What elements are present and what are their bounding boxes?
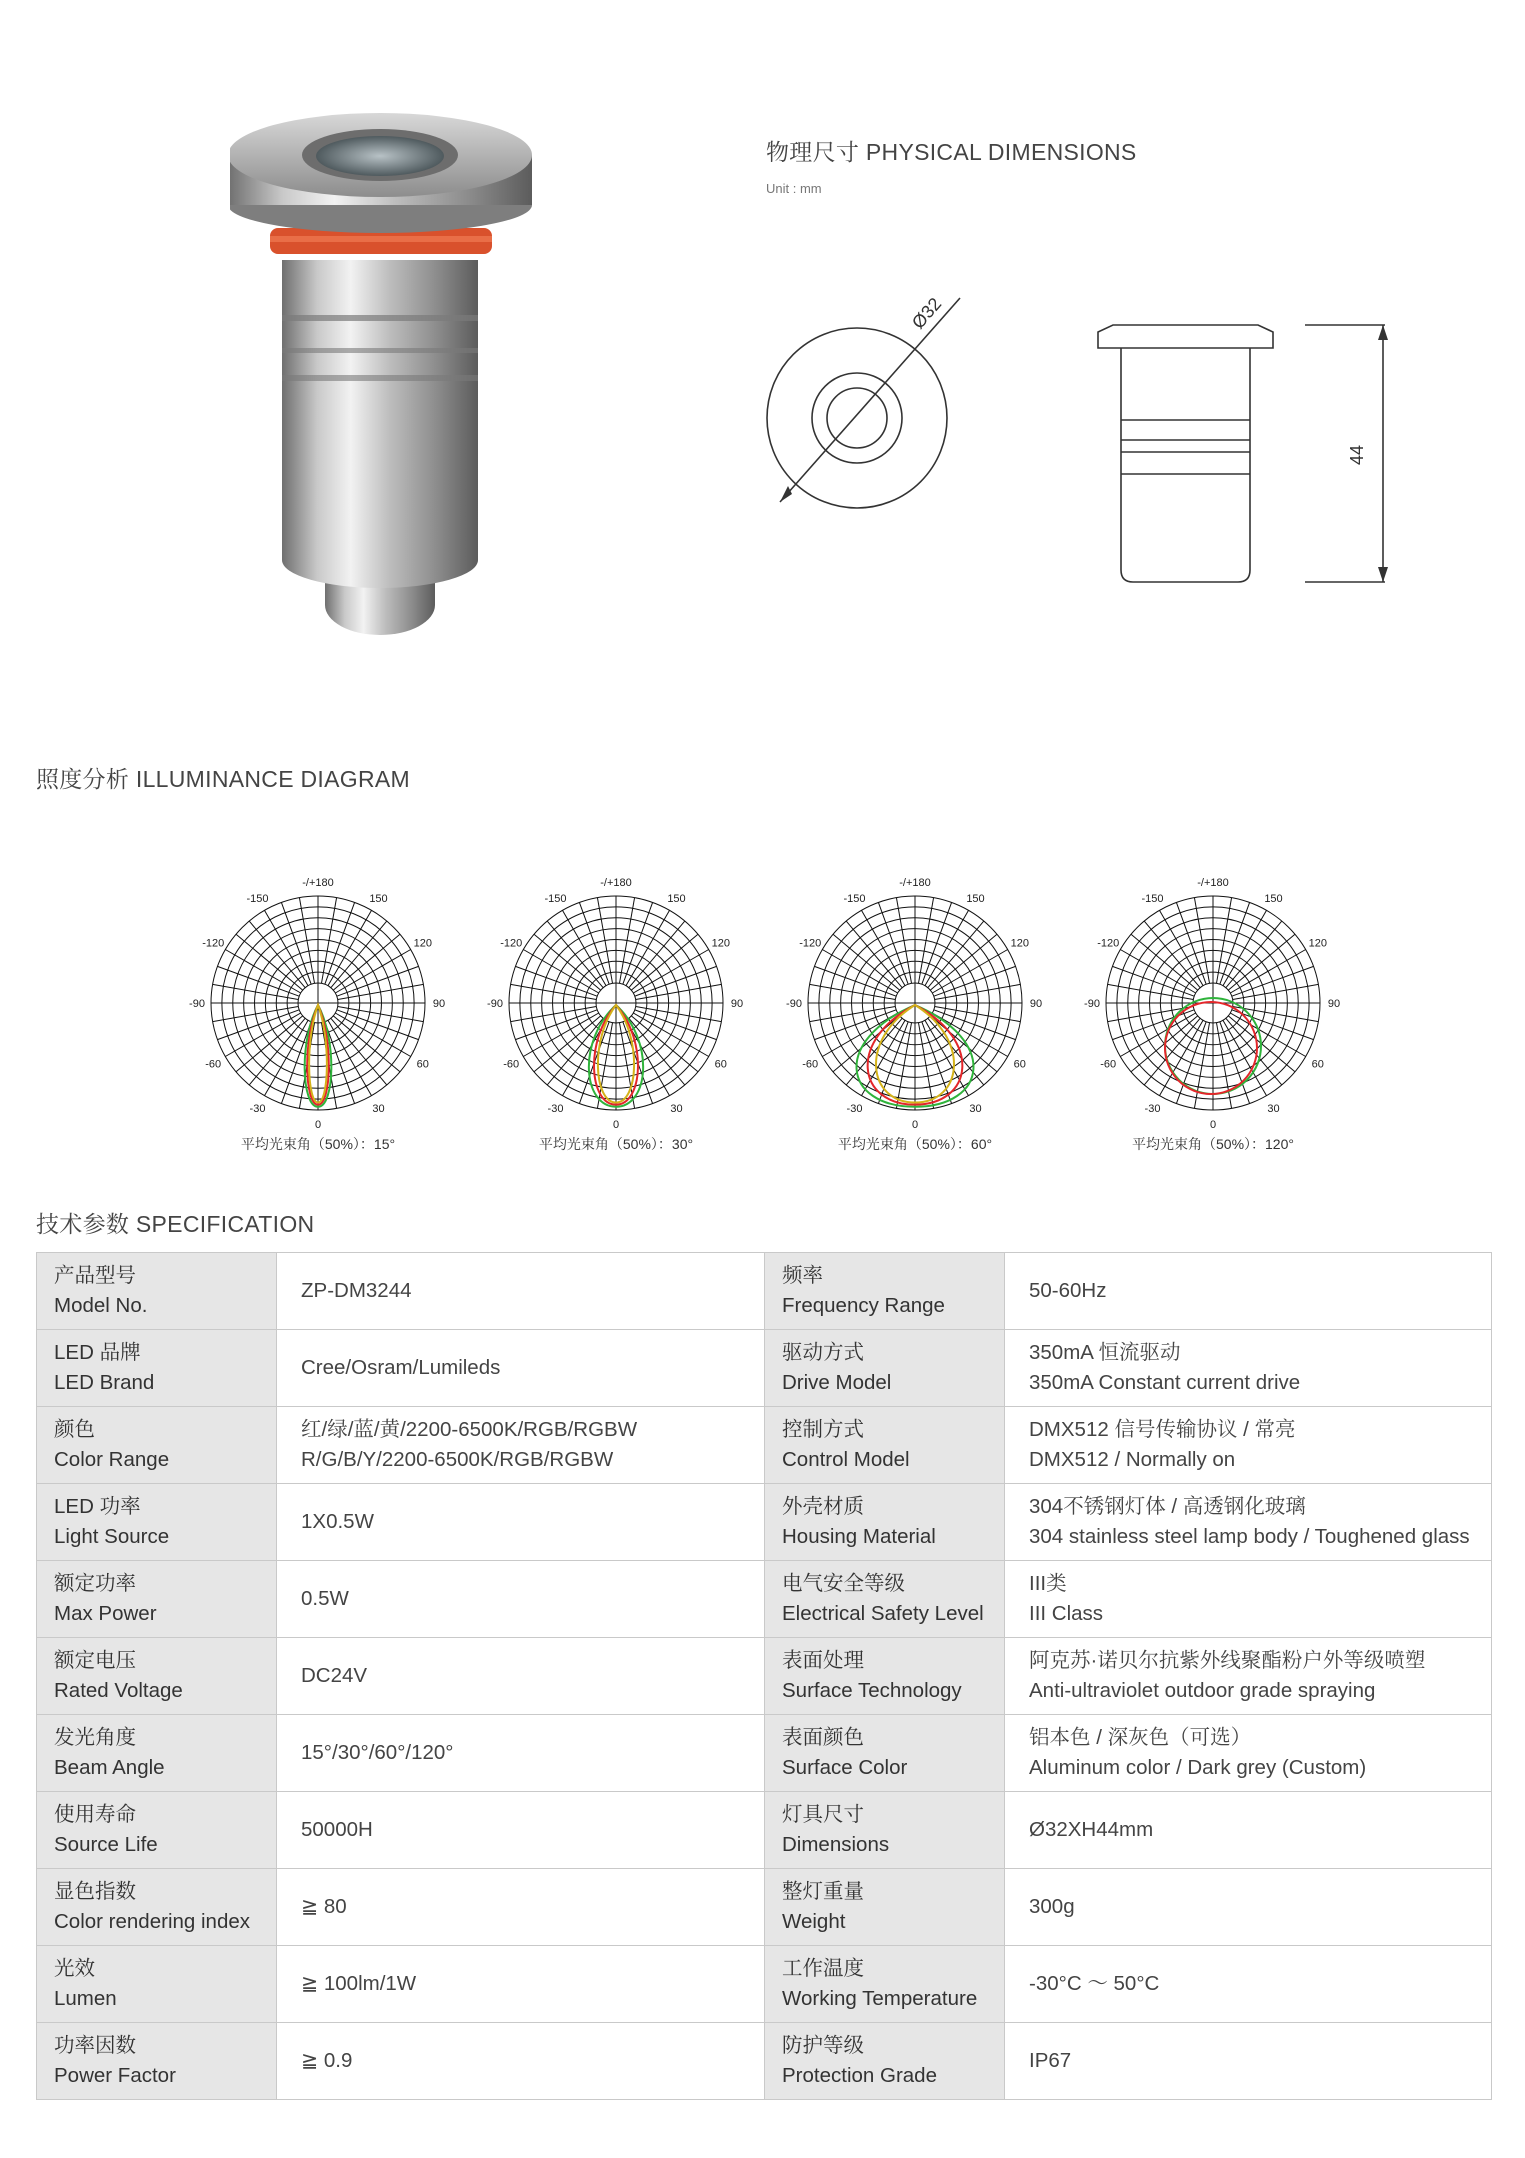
spec-value-line2: Aluminum color / Dark grey (Custom) [1029, 1756, 1367, 1779]
spec-label-cn: 表面颜色 [782, 1726, 864, 1749]
spec-row [37, 1869, 1492, 1946]
spec-value-cell [1005, 1407, 1492, 1484]
spec-value-line1: 15°/30°/60°/120° [301, 1741, 454, 1764]
spec-label-en: Surface Technology [782, 1679, 962, 1702]
diameter-label: Ø32 [907, 293, 946, 333]
polar-spoke [511, 1006, 597, 1021]
polar-spoke [338, 1006, 424, 1021]
spec-label-cn: 防护等级 [782, 2034, 864, 2057]
polar-tick-label: 30 [670, 1102, 683, 1115]
polar-spoke [896, 1023, 911, 1109]
polar-spoke [636, 984, 722, 999]
polar-spoke [337, 1010, 419, 1040]
spec-value-cell [1005, 1715, 1492, 1792]
polar-tick-label: -120 [202, 937, 225, 950]
polar-spoke [1194, 1023, 1209, 1109]
polar-tick-label: 90 [1327, 998, 1341, 1010]
polar-tick-label: 30 [372, 1102, 385, 1115]
spec-label-cell [37, 1561, 277, 1638]
polar-spoke [1108, 984, 1194, 999]
polar-tick-label: -30 [249, 1102, 266, 1115]
spec-value-cell [1005, 1869, 1492, 1946]
polar-tick-label: -150 [843, 893, 866, 906]
spec-value-cell [1005, 1484, 1492, 1561]
polar-tick-label: -90 [487, 998, 503, 1010]
spec-value-cell [277, 1946, 765, 2023]
spec-label-cn: 颜色 [54, 1418, 95, 1441]
polar-spoke [217, 966, 299, 996]
spec-value-cell [277, 1869, 765, 1946]
spec-label-en: LED Brand [54, 1371, 155, 1394]
polar-tick-label: 120 [413, 937, 432, 950]
dimensions-title: 物理尺寸 PHYSICAL DIMENSIONS [766, 139, 1137, 165]
polar-tick-label: -/+180 [302, 877, 334, 889]
spec-value-cell [277, 1484, 765, 1561]
spec-label-en: Electrical Safety Level [782, 1602, 984, 1625]
spec-value-line1: 50-60Hz [1029, 1279, 1107, 1302]
polar-spoke [1112, 1010, 1194, 1040]
spec-label-cell [37, 2023, 277, 2100]
spec-label-en: Model No. [54, 1294, 148, 1317]
spec-label-cell [37, 1638, 277, 1715]
polar-tick-label: 0 [911, 1119, 919, 1131]
polar-tick-label: 150 [966, 893, 985, 906]
polar-tick-label: 120 [1308, 937, 1327, 950]
polar-tick-label: -30 [846, 1102, 863, 1115]
spec-row [37, 1792, 1492, 1869]
polar-spoke [934, 966, 1016, 996]
polar-spoke [337, 966, 419, 996]
polar-spoke [321, 898, 336, 984]
polar-spoke [623, 902, 653, 984]
illuminance-title: 照度分析 ILLUMINANCE DIAGRAM [36, 766, 410, 792]
polar-tick-label: -/+180 [600, 877, 632, 889]
spec-value-line1: 304不锈钢灯体 / 高透钢化玻璃 [1029, 1495, 1306, 1518]
spec-value-cell [277, 1792, 765, 1869]
polar-spoke [1232, 966, 1314, 996]
spec-label-cn: 光效 [54, 1957, 95, 1980]
spec-label-cn: 外壳材质 [782, 1495, 864, 1518]
spec-label-cn: 功率因数 [54, 2034, 136, 2057]
polar-tick-label: 0 [612, 1119, 620, 1131]
spec-label-cn: 发光角度 [54, 1726, 136, 1749]
polar-spoke [213, 1006, 299, 1021]
polar-spoke [810, 984, 896, 999]
polar-spoke [925, 910, 969, 985]
polar-tick-label: -30 [1144, 1102, 1161, 1115]
spec-row [37, 1561, 1492, 1638]
spec-label-en: Working Temperature [782, 1987, 978, 2010]
polar-spoke [1230, 950, 1305, 994]
polar-tick-label: 90 [432, 998, 446, 1010]
spec-label-cell [765, 1792, 1005, 1869]
spec-value-cell [1005, 1946, 1492, 2023]
polar-caption: 平均光束角（50%）：60° [837, 1136, 993, 1152]
spec-value-cell [277, 1715, 765, 1792]
polar-diagram [775, 868, 1055, 1138]
spec-row [37, 2023, 1492, 2100]
polar-spoke [1233, 1006, 1319, 1021]
spec-label-cell [37, 1715, 277, 1792]
spec-label-en: Rated Voltage [54, 1679, 183, 1702]
spec-value-line1: 红/绿/蓝/黄/2200-6500K/RGB/RGBW [301, 1418, 638, 1441]
spec-label-cn: 电气安全等级 [782, 1572, 905, 1595]
spec-value-line1: -30°C ～ 50°C [1029, 1972, 1160, 1995]
spec-value-line1: 350mA 恒流驱动 [1029, 1341, 1181, 1364]
spec-value-cell [277, 1330, 765, 1407]
spec-label-cell [37, 1253, 277, 1330]
polar-spoke [878, 902, 908, 984]
polar-tick-label: -/+180 [1197, 877, 1229, 889]
spec-value-cell [1005, 2023, 1492, 2100]
spec-value-line2: 304 stainless steel lamp body / Toughened glass [1029, 1525, 1470, 1548]
spec-row [37, 1330, 1492, 1407]
spec-label-en: Housing Material [782, 1525, 936, 1548]
spec-value-cell [1005, 1792, 1492, 1869]
spec-label-cell [37, 1407, 277, 1484]
polar-spoke [1194, 898, 1209, 984]
polar-spoke [597, 898, 612, 984]
spec-value-line1: 50000H [301, 1818, 373, 1841]
polar-tick-label: 30 [1267, 1102, 1280, 1115]
polar-spoke [862, 910, 906, 985]
polar-spoke [1112, 966, 1194, 996]
polar-spoke [635, 1010, 717, 1040]
spec-label-en: Color Range [54, 1448, 170, 1471]
polar-spoke [335, 950, 410, 994]
polar-diagram [1073, 868, 1353, 1138]
polar-spoke [896, 898, 911, 984]
polar-spoke [1232, 1010, 1314, 1040]
polar-tick-label: -120 [1097, 937, 1120, 950]
spec-value-line1: Cree/Osram/Lumileds [301, 1356, 501, 1379]
spec-label-cn: 频率 [782, 1264, 823, 1287]
polar-tick-label: 0 [314, 1119, 322, 1131]
polar-spoke [515, 966, 597, 996]
dimension-drawing [740, 280, 1460, 600]
polar-caption: 平均光束角（50%）：15° [240, 1136, 396, 1152]
spec-label-en: Dimensions [782, 1833, 890, 1856]
polar-spoke [325, 902, 355, 984]
spec-label-cn: 工作温度 [782, 1957, 864, 1980]
spec-table [36, 1252, 1492, 2100]
polar-tick-label: 60 [416, 1058, 429, 1071]
polar-spoke [1176, 1022, 1206, 1104]
polar-tick-label: 0 [1209, 1119, 1217, 1131]
spec-value-cell [277, 2023, 765, 2100]
spec-value-line2: Anti-ultraviolet outdoor grade spraying [1029, 1679, 1376, 1702]
spec-label-cell [765, 1869, 1005, 1946]
spec-label-cell [765, 1715, 1005, 1792]
polar-tick-label: 60 [1311, 1058, 1324, 1071]
polar-spoke [217, 1010, 299, 1040]
spec-label-cell [765, 1407, 1005, 1484]
spec-label-cn: 驱动方式 [782, 1341, 864, 1364]
polar-tick-label: 60 [1013, 1058, 1026, 1071]
spec-value-cell [1005, 1561, 1492, 1638]
polar-spoke [633, 1013, 708, 1057]
polar-diagram [178, 868, 458, 1138]
polar-spoke [918, 1023, 933, 1109]
polar-spoke [213, 984, 299, 999]
spec-value-cell [1005, 1330, 1492, 1407]
spec-value-cell [1005, 1253, 1492, 1330]
spec-label-cell [765, 2023, 1005, 2100]
spec-label-cn: 额定功率 [54, 1572, 136, 1595]
spec-label-en: Source Life [54, 1833, 158, 1856]
polar-tick-label: -30 [547, 1102, 564, 1115]
polar-tick-label: 120 [1010, 937, 1029, 950]
polar-spoke [523, 950, 598, 994]
polar-caption: 平均光束角（50%）：30° [538, 1136, 694, 1152]
spec-value-line1: ≧ 0.9 [301, 2049, 353, 2072]
spec-label-en: Light Source [54, 1525, 170, 1548]
spec-value-line1: 阿克苏·诺贝尔抗紫外线聚酯粉户外等级喷塑 [1029, 1649, 1426, 1672]
spec-label-en: Frequency Range [782, 1294, 945, 1317]
polar-spoke [225, 950, 300, 994]
spec-label-cn: 整灯重量 [782, 1880, 864, 1903]
polar-spoke [932, 950, 1007, 994]
spec-row [37, 1638, 1492, 1715]
polar-spoke [265, 1020, 309, 1095]
polar-diagram [476, 868, 756, 1138]
spec-label-en: Drive Model [782, 1371, 892, 1394]
spec-value-line1: DC24V [301, 1664, 368, 1687]
spec-label-en: Control Model [782, 1448, 910, 1471]
spec-value-cell [1005, 1638, 1492, 1715]
spec-label-cn: 显色指数 [54, 1880, 136, 1903]
spec-label-cell [765, 1638, 1005, 1715]
spec-value-line1: 1X0.5W [301, 1510, 374, 1533]
spec-label-en: Lumen [54, 1987, 117, 2010]
spec-label-en: Power Factor [54, 2064, 176, 2087]
polar-spoke [511, 984, 597, 999]
spec-label-en: Max Power [54, 1602, 157, 1625]
polar-spoke [523, 1013, 598, 1057]
polar-tick-label: -120 [500, 937, 523, 950]
polar-tick-label: 30 [969, 1102, 982, 1115]
polar-spoke [299, 898, 314, 984]
polar-spoke [922, 902, 952, 984]
polar-spoke [328, 910, 372, 985]
spec-value-line1: Ø32XH44mm [1029, 1818, 1154, 1841]
polar-tick-label: -150 [246, 893, 269, 906]
spec-label-cell [765, 1946, 1005, 2023]
spec-value-cell [277, 1253, 765, 1330]
spec-row [37, 1253, 1492, 1330]
spec-value-line2: DMX512 / Normally on [1029, 1448, 1236, 1471]
polar-tick-label: -150 [544, 893, 567, 906]
spec-label-en: Protection Grade [782, 2064, 937, 2087]
polar-tick-label: 150 [667, 893, 686, 906]
polar-tick-label: 150 [369, 893, 388, 906]
spec-label-en: Color rendering index [54, 1910, 251, 1933]
polar-spoke [636, 1006, 722, 1021]
unit-label: Unit : mm [766, 181, 822, 196]
polar-tick-label: -60 [205, 1058, 222, 1071]
polar-spoke [225, 1013, 300, 1057]
polar-tick-label: -90 [1084, 998, 1100, 1010]
spec-label-cn: 表面处理 [782, 1649, 864, 1672]
spec-value-line1: ≧ 80 [301, 1895, 347, 1918]
polar-spoke [822, 950, 897, 994]
spec-title: 技术参数 SPECIFICATION [36, 1211, 315, 1237]
polar-spoke [922, 1022, 952, 1104]
spec-label-cell [765, 1253, 1005, 1330]
polar-spoke [1230, 1013, 1305, 1057]
polar-tick-label: -60 [802, 1058, 819, 1071]
polar-spoke [918, 898, 933, 984]
spec-label-cn: 产品型号 [54, 1264, 136, 1287]
polar-spoke [1176, 902, 1206, 984]
product-photo [230, 110, 560, 650]
polar-spoke [619, 898, 634, 984]
spec-label-cn: 使用寿命 [54, 1803, 136, 1826]
spec-label-en: Weight [782, 1910, 846, 1933]
spec-label-cn: 额定电压 [54, 1649, 136, 1672]
polar-spoke [1223, 910, 1267, 985]
spec-row [37, 1484, 1492, 1561]
spec-label-cn: LED 品牌 [54, 1341, 141, 1364]
polar-tick-label: -90 [786, 998, 802, 1010]
polar-tick-label: -150 [1141, 893, 1164, 906]
spec-value-line1: DMX512 信号传输协议 / 常亮 [1029, 1418, 1296, 1441]
spec-value-line2: R/G/B/Y/2200-6500K/RGB/RGBW [301, 1448, 614, 1471]
spec-value-line1: ≧ 100lm/1W [301, 1972, 417, 1995]
polar-tick-label: -120 [799, 937, 822, 950]
spec-value-line1: 0.5W [301, 1587, 349, 1610]
spec-label-en: Surface Color [782, 1756, 908, 1779]
spec-value-line1: 300g [1029, 1895, 1075, 1918]
spec-label-cell [765, 1484, 1005, 1561]
polar-spoke [814, 966, 896, 996]
spec-value-line1: 铝本色 / 深灰色（可选） [1029, 1726, 1252, 1749]
spec-value-line2: III Class [1029, 1602, 1104, 1625]
spec-label-cell [37, 1869, 277, 1946]
polar-spoke [1120, 950, 1195, 994]
polar-tick-label: 120 [711, 937, 730, 950]
spec-value-line1: ZP-DM3244 [301, 1279, 412, 1302]
spec-label-cn: 灯具尺寸 [782, 1803, 864, 1826]
polar-tick-label: -/+180 [899, 877, 931, 889]
polar-tick-label: 90 [730, 998, 744, 1010]
polar-spoke [1220, 902, 1250, 984]
polar-spoke [635, 966, 717, 996]
polar-spoke [935, 984, 1021, 999]
spec-value-cell [277, 1638, 765, 1715]
spec-value-line2: 350mA Constant current drive [1029, 1371, 1301, 1394]
polar-tick-label: -90 [189, 998, 205, 1010]
polar-tick-label: 90 [1029, 998, 1043, 1010]
polar-spoke [1120, 1013, 1195, 1057]
polar-caption: 平均光束角（50%）：120° [1132, 1136, 1294, 1152]
polar-spoke [515, 1010, 597, 1040]
spec-row [37, 1715, 1492, 1792]
polar-spoke [338, 984, 424, 999]
polar-spoke [626, 910, 670, 985]
spec-label-cell [765, 1330, 1005, 1407]
polar-tick-label: 150 [1264, 893, 1283, 906]
spec-value-cell [277, 1561, 765, 1638]
spec-value-cell [277, 1407, 765, 1484]
spec-label-cell [37, 1792, 277, 1869]
polar-spoke [265, 910, 309, 985]
spec-label-cell [765, 1561, 1005, 1638]
polar-tick-label: 60 [714, 1058, 727, 1071]
polar-tick-label: -60 [503, 1058, 520, 1071]
spec-value-line1: III类 [1029, 1572, 1067, 1595]
polar-spoke [1216, 898, 1231, 984]
spec-row [37, 1946, 1492, 2023]
spec-label-cell [37, 1484, 277, 1561]
polar-spoke [1160, 910, 1204, 985]
polar-spoke [281, 902, 311, 984]
spec-label-cn: LED 功率 [54, 1495, 141, 1518]
polar-spoke [579, 902, 609, 984]
height-label: 44 [1347, 444, 1367, 465]
spec-value-line1: IP67 [1029, 2049, 1072, 2072]
polar-spoke [633, 950, 708, 994]
polar-spoke [335, 1013, 410, 1057]
polar-spoke [935, 1006, 1021, 1021]
spec-row [37, 1407, 1492, 1484]
polar-tick-label: -60 [1100, 1058, 1117, 1071]
polar-spoke [328, 1020, 372, 1095]
polar-spoke [810, 1006, 896, 1021]
spec-label-cell [37, 1330, 277, 1407]
spec-label-en: Beam Angle [54, 1756, 165, 1779]
polar-spoke [563, 910, 607, 985]
polar-spoke [1233, 984, 1319, 999]
spec-label-cell [37, 1946, 277, 2023]
spec-label-cn: 控制方式 [782, 1418, 864, 1441]
polar-spoke [878, 1022, 908, 1104]
polar-spoke [1216, 1023, 1231, 1109]
